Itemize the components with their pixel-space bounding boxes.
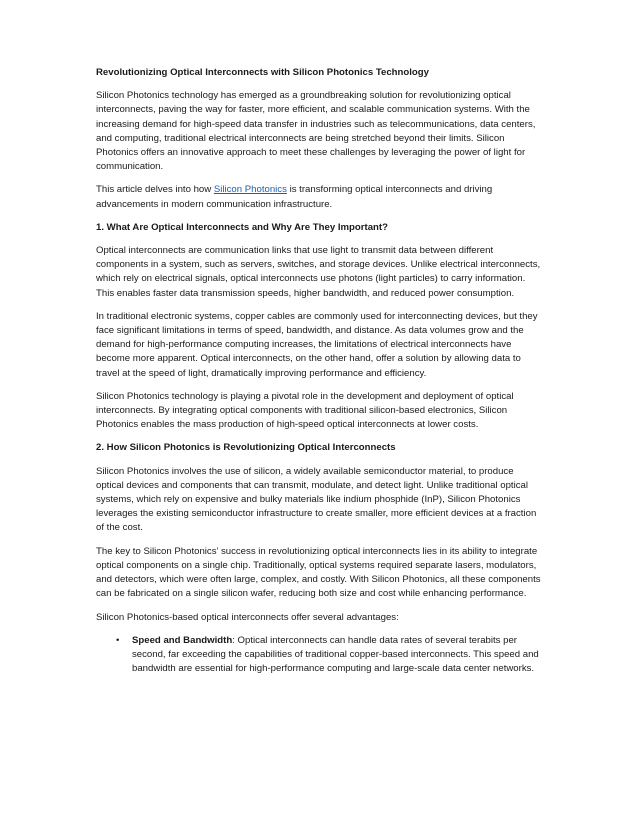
intro-paragraph-1: Silicon Photonics technology has emerged as a groundbreaking solution for revolutionizing optical interconnects, paving the way for faster, more efficient, and scalable communication systems. With the increasing demand for high-speed data transfer in industries such as telecommunications, data centers, and computing, traditional electrical interconnects are being stretched beyond their limits. Silicon Photonics offers an innovative approach to meet these challenges by leveraging the power of light for communication. [96, 90, 536, 173]
section-2-heading: 2. How Silicon Photonics is Revolutionizing Optical Interconnects [96, 442, 396, 454]
list-item-text: : Optical interconnects can handle data rates of several terabits per second, far exceeding the capabilities of traditional copper-based interconnects. This speed and bandwidth are essential for high-performance computing and large-scale data center networks. [132, 634, 539, 675]
bullet-icon: • [116, 634, 120, 646]
intro-paragraph-2 [96, 183, 542, 211]
list-item [96, 634, 542, 677]
document-page [96, 66, 542, 685]
section-2-paragraph-2: The key to Silicon Photonics’ success in revolutionizing optical interconnects lies in its ability to integrate optical components on a single chip. Traditionally, optical systems required separate lasers, modulators, and detectors, which were often large, complex, and costly. With Silicon Photonics, all these components can be fabricated on a single silicon wafer, reducing both size and cost while enhancing performance. [96, 545, 541, 600]
section-1-paragraph-3: Silicon Photonics technology is playing a pivotal role in the development and deployment of optical interconnects. By integrating optical components with traditional silicon-based electronics, Silicon Photonics enables the mass production of high-speed optical interconnects at lower costs. [96, 390, 514, 431]
document-title: Revolutionizing Optical Interconnects with Silicon Photonics Technology [96, 67, 429, 78]
silicon-photonics-link[interactable]: Silicon Photonics [213, 184, 287, 196]
advantages-list [96, 634, 542, 677]
section-2-paragraph-1: Silicon Photonics involves the use of silicon, a widely available semiconductor material, to produce optical devices and components that can transmit, modulate, and detect light. Unlike traditional optical systems, which rely on expensive and bulky materials like indium phosphide (InP), Silicon Photonics leverages the existing semiconductor infrastructure to create smaller, more efficient devices at a fraction of the cost. [96, 465, 537, 534]
intro-paragraph-2-after: is transforming optical interconnects and driving advancements in modern communication infrastructure. [96, 184, 493, 210]
intro-paragraph-2-before: This article delves into how [96, 184, 214, 196]
section-2-paragraph-3: Silicon Photonics-based optical interconnects offer several advantages: [96, 611, 399, 623]
section-1-paragraph-1: Optical interconnects are communication links that use light to transmit data between different components in a system, such as servers, switches, and storage devices. Unlike electrical interconnects, which rely on electrical signals, optical interconnects use photons (light particles) to carry information. This enables faster data transmission speeds, higher bandwidth, and reduced power consumption. [96, 245, 541, 299]
section-1-heading: 1. What Are Optical Interconnects and Why Are They Important? [96, 221, 388, 233]
section-1-paragraph-2: In traditional electronic systems, copper cables are commonly used for interconnecting devices, but they face significant limitations in terms of speed, bandwidth, and distance. As data volumes grow and the demand for high-performance computing increases, the limitations of electrical interconnects have become more apparent. Optical interconnects, on the other hand, offer a solution by allowing data to travel at the speed of light, dramatically improving performance and efficiency. [96, 310, 538, 379]
list-item-term: Speed and Bandwidth [132, 634, 233, 646]
